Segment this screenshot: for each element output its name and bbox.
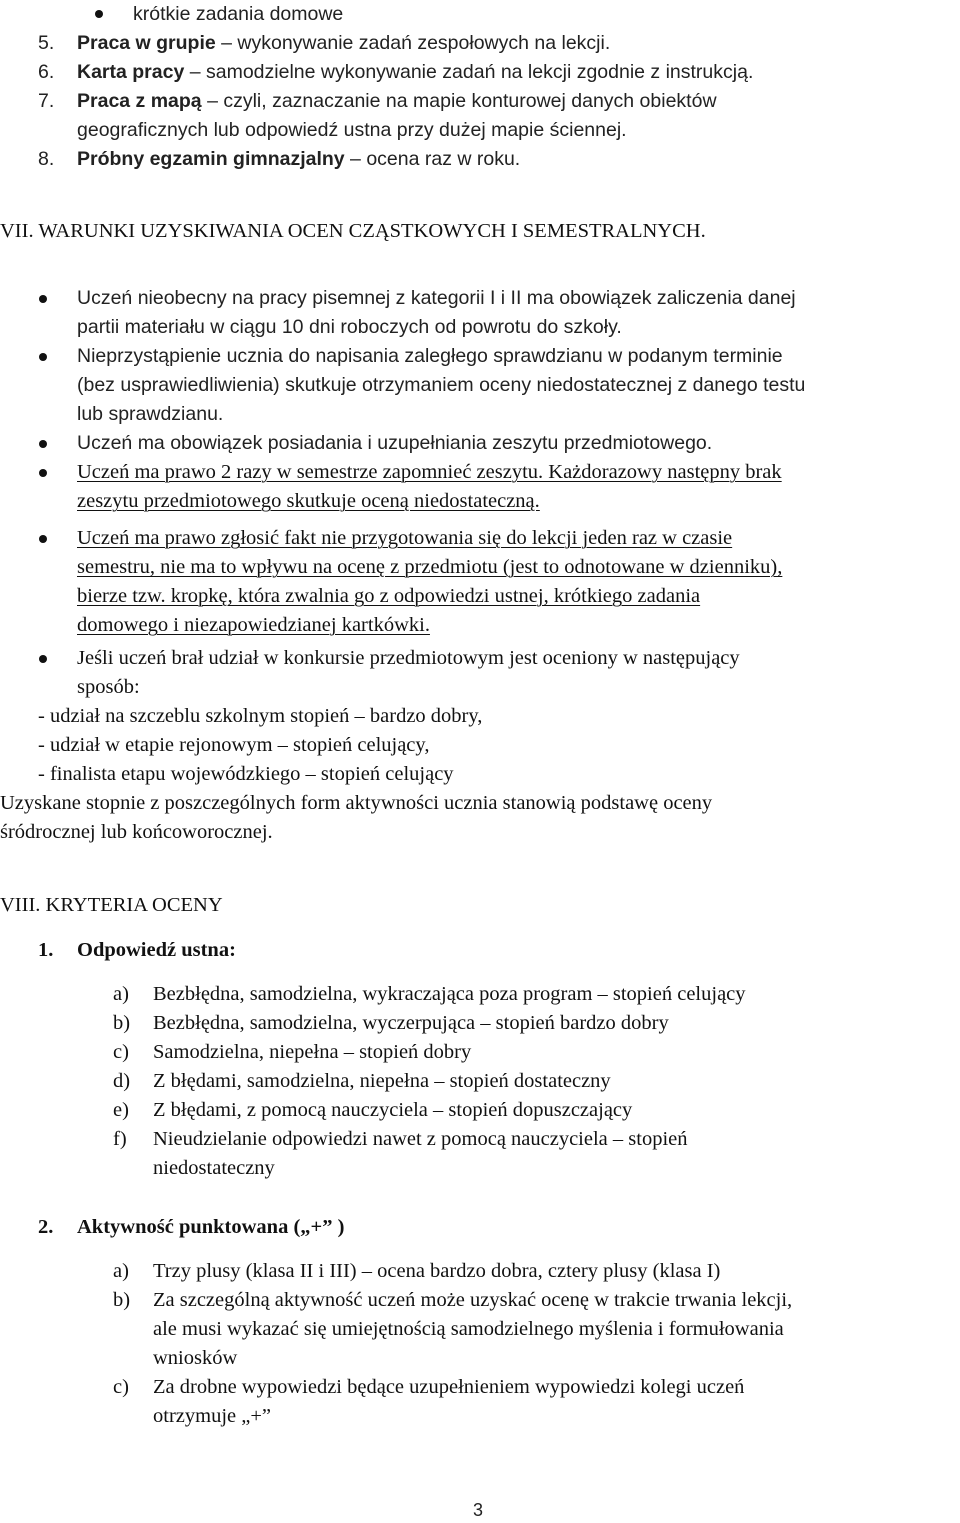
dash-item: - udział w etapie rejonowym – stopień celujący, (38, 734, 430, 756)
list-item (77, 146, 520, 172)
underlined-text: bierze tzw. kropkę, która zwalnia go z odpowiedzi ustnej, krótkiego zadania (77, 585, 701, 607)
criteria-text: Z błędami, z pomocą nauczyciela – stopień dopuszczający (153, 1099, 633, 1121)
bullet-text (77, 459, 782, 485)
list-item (77, 88, 717, 114)
bullet-text: sposób: (77, 676, 140, 698)
subsection-number: 1. (38, 939, 54, 961)
criteria-text: Z błędami, samodzielna, niepełna – stopień dostateczny (153, 1070, 611, 1092)
list-number: 7. (38, 90, 55, 112)
bullet-dot (39, 440, 47, 448)
criteria-text: otrzymuje „+” (153, 1405, 271, 1427)
bullet-text: (bez usprawiedliwienia) skutkuje otrzymaniem oceny niedostatecznej z danego testu (77, 374, 806, 396)
summary-text: śródrocznej lub końcoworocznej. (0, 821, 273, 843)
underlined-text: zeszytu przedmiotowego skutkuje oceną niedostateczną. (77, 490, 540, 512)
criteria-letter: b) (113, 1289, 131, 1311)
criteria-letter: a) (113, 1260, 129, 1282)
bullet-text (77, 583, 700, 609)
criteria-text: Bezbłędna, samodzielna, wyczerpująca – stopień bardzo dobry (153, 1012, 669, 1034)
list-number: 5. (38, 32, 55, 54)
list-item-continuation: geograficznych lub odpowiedź ustna przy dużej mapie ściennej. (77, 119, 627, 141)
list-item-rest: – wykonywanie zadań zespołowych na lekcji. (215, 32, 611, 54)
bullet-dot (95, 10, 103, 18)
list-item (77, 59, 753, 85)
list-item-rest: – samodzielne wykonywanie zadań na lekcji zgodnie z instrukcją. (184, 61, 754, 83)
list-item-bold: Praca z mapą (77, 90, 202, 112)
bullet-text (77, 525, 732, 551)
subsection-number: 2. (38, 1216, 54, 1238)
page-number: 3 (473, 1500, 484, 1520)
underlined-text: domowego i niezapowiedzianej kartkówki. (77, 614, 430, 636)
section-8-heading: VIII. KRYTERIA OCENY (0, 894, 223, 916)
bullet-text: Uczeń nieobecny na pracy pisemnej z kategorii I i II ma obowiązek zaliczenia danej (77, 287, 796, 309)
criteria-letter: a) (113, 983, 129, 1005)
criteria-letter: e) (113, 1099, 129, 1121)
criteria-text: Za drobne wypowiedzi będące uzupełnieniem wypowiedzi kolegi uczeń (153, 1376, 745, 1398)
bullet-text: Uczeń ma obowiązek posiadania i uzupełniania zeszytu przedmiotowego. (77, 432, 713, 454)
list-item-bold: Próbny egzamin gimnazjalny (77, 148, 345, 170)
criteria-text: Samodzielna, niepełna – stopień dobry (153, 1041, 472, 1063)
bullet-text: krótkie zadania domowe (133, 3, 344, 25)
dash-item: - finalista etapu wojewódzkiego – stopień celujący (38, 763, 454, 785)
subsection-title: Odpowiedź ustna: (77, 939, 236, 961)
list-item-rest: – czyli, zaznaczanie na mapie konturowej danych obiektów (201, 90, 717, 112)
bullet-text: Jeśli uczeń brał udział w konkursie przedmiotowym jest oceniony w następujący (77, 647, 740, 669)
dash-item: - udział na szczeblu szkolnym stopień – bardzo dobry, (38, 705, 483, 727)
bullet-dot (39, 655, 47, 663)
list-item-bold: Karta pracy (77, 61, 185, 83)
underlined-text: Uczeń ma prawo 2 razy w semestrze zapomnieć zeszytu. Każdorazowy następny brak (77, 461, 782, 483)
criteria-letter: f) (113, 1128, 127, 1150)
criteria-letter: c) (113, 1041, 129, 1063)
bullet-dot (39, 535, 47, 543)
list-item-bold: Praca w grupie (77, 32, 216, 54)
bullet-text (77, 612, 430, 638)
bullet-text (77, 488, 540, 514)
bullet-text: lub sprawdzianu. (77, 403, 224, 425)
bullet-text (77, 554, 782, 580)
criteria-letter: c) (113, 1376, 129, 1398)
list-number: 6. (38, 61, 55, 83)
criteria-text: ale musi wykazać się umiejętnością samodzielnego myślenia i formułowania (153, 1318, 784, 1340)
bullet-text: Nieprzystąpienie ucznia do napisania zaległego sprawdzianu w podanym terminie (77, 345, 783, 367)
criteria-text: wniosków (153, 1347, 238, 1369)
criteria-letter: b) (113, 1012, 131, 1034)
criteria-text: Nieudzielanie odpowiedzi nawet z pomocą nauczyciela – stopień (153, 1128, 688, 1150)
section-7-heading: VII. WARUNKI UZYSKIWANIA OCEN CZĄSTKOWYCH I SEMESTRALNYCH. (0, 220, 706, 242)
list-item (77, 30, 610, 56)
criteria-letter: d) (113, 1070, 131, 1092)
underlined-text: semestru, nie ma to wpływu na ocenę z przedmiotu (jest to odnotowane w dzienniku), (77, 556, 783, 578)
list-number: 8. (38, 148, 55, 170)
criteria-text: Za szczególną aktywność uczeń może uzyskać ocenę w trakcie trwania lekcji, (153, 1289, 793, 1311)
underlined-text: Uczeń ma prawo zgłosić fakt nie przygotowania się do lekcji jeden raz w czasie (77, 527, 733, 549)
subsection-title: Aktywność punktowana („+” ) (77, 1216, 345, 1238)
bullet-text: partii materiału w ciągu 10 dni roboczych od powrotu do szkoły. (77, 316, 622, 338)
criteria-text: Trzy plusy (klasa II i III) – ocena bardzo dobra, cztery plusy (klasa I) (153, 1260, 721, 1282)
summary-text: Uzyskane stopnie z poszczególnych form aktywności ucznia stanowią podstawę oceny (0, 792, 713, 814)
criteria-text-continuation: niedostateczny (153, 1157, 275, 1179)
bullet-dot (39, 295, 47, 303)
bullet-dot (39, 469, 47, 477)
criteria-text: Bezbłędna, samodzielna, wykraczająca poza program – stopień celujący (153, 983, 746, 1005)
list-item-rest: – ocena raz w roku. (344, 148, 521, 170)
bullet-dot (39, 353, 47, 361)
